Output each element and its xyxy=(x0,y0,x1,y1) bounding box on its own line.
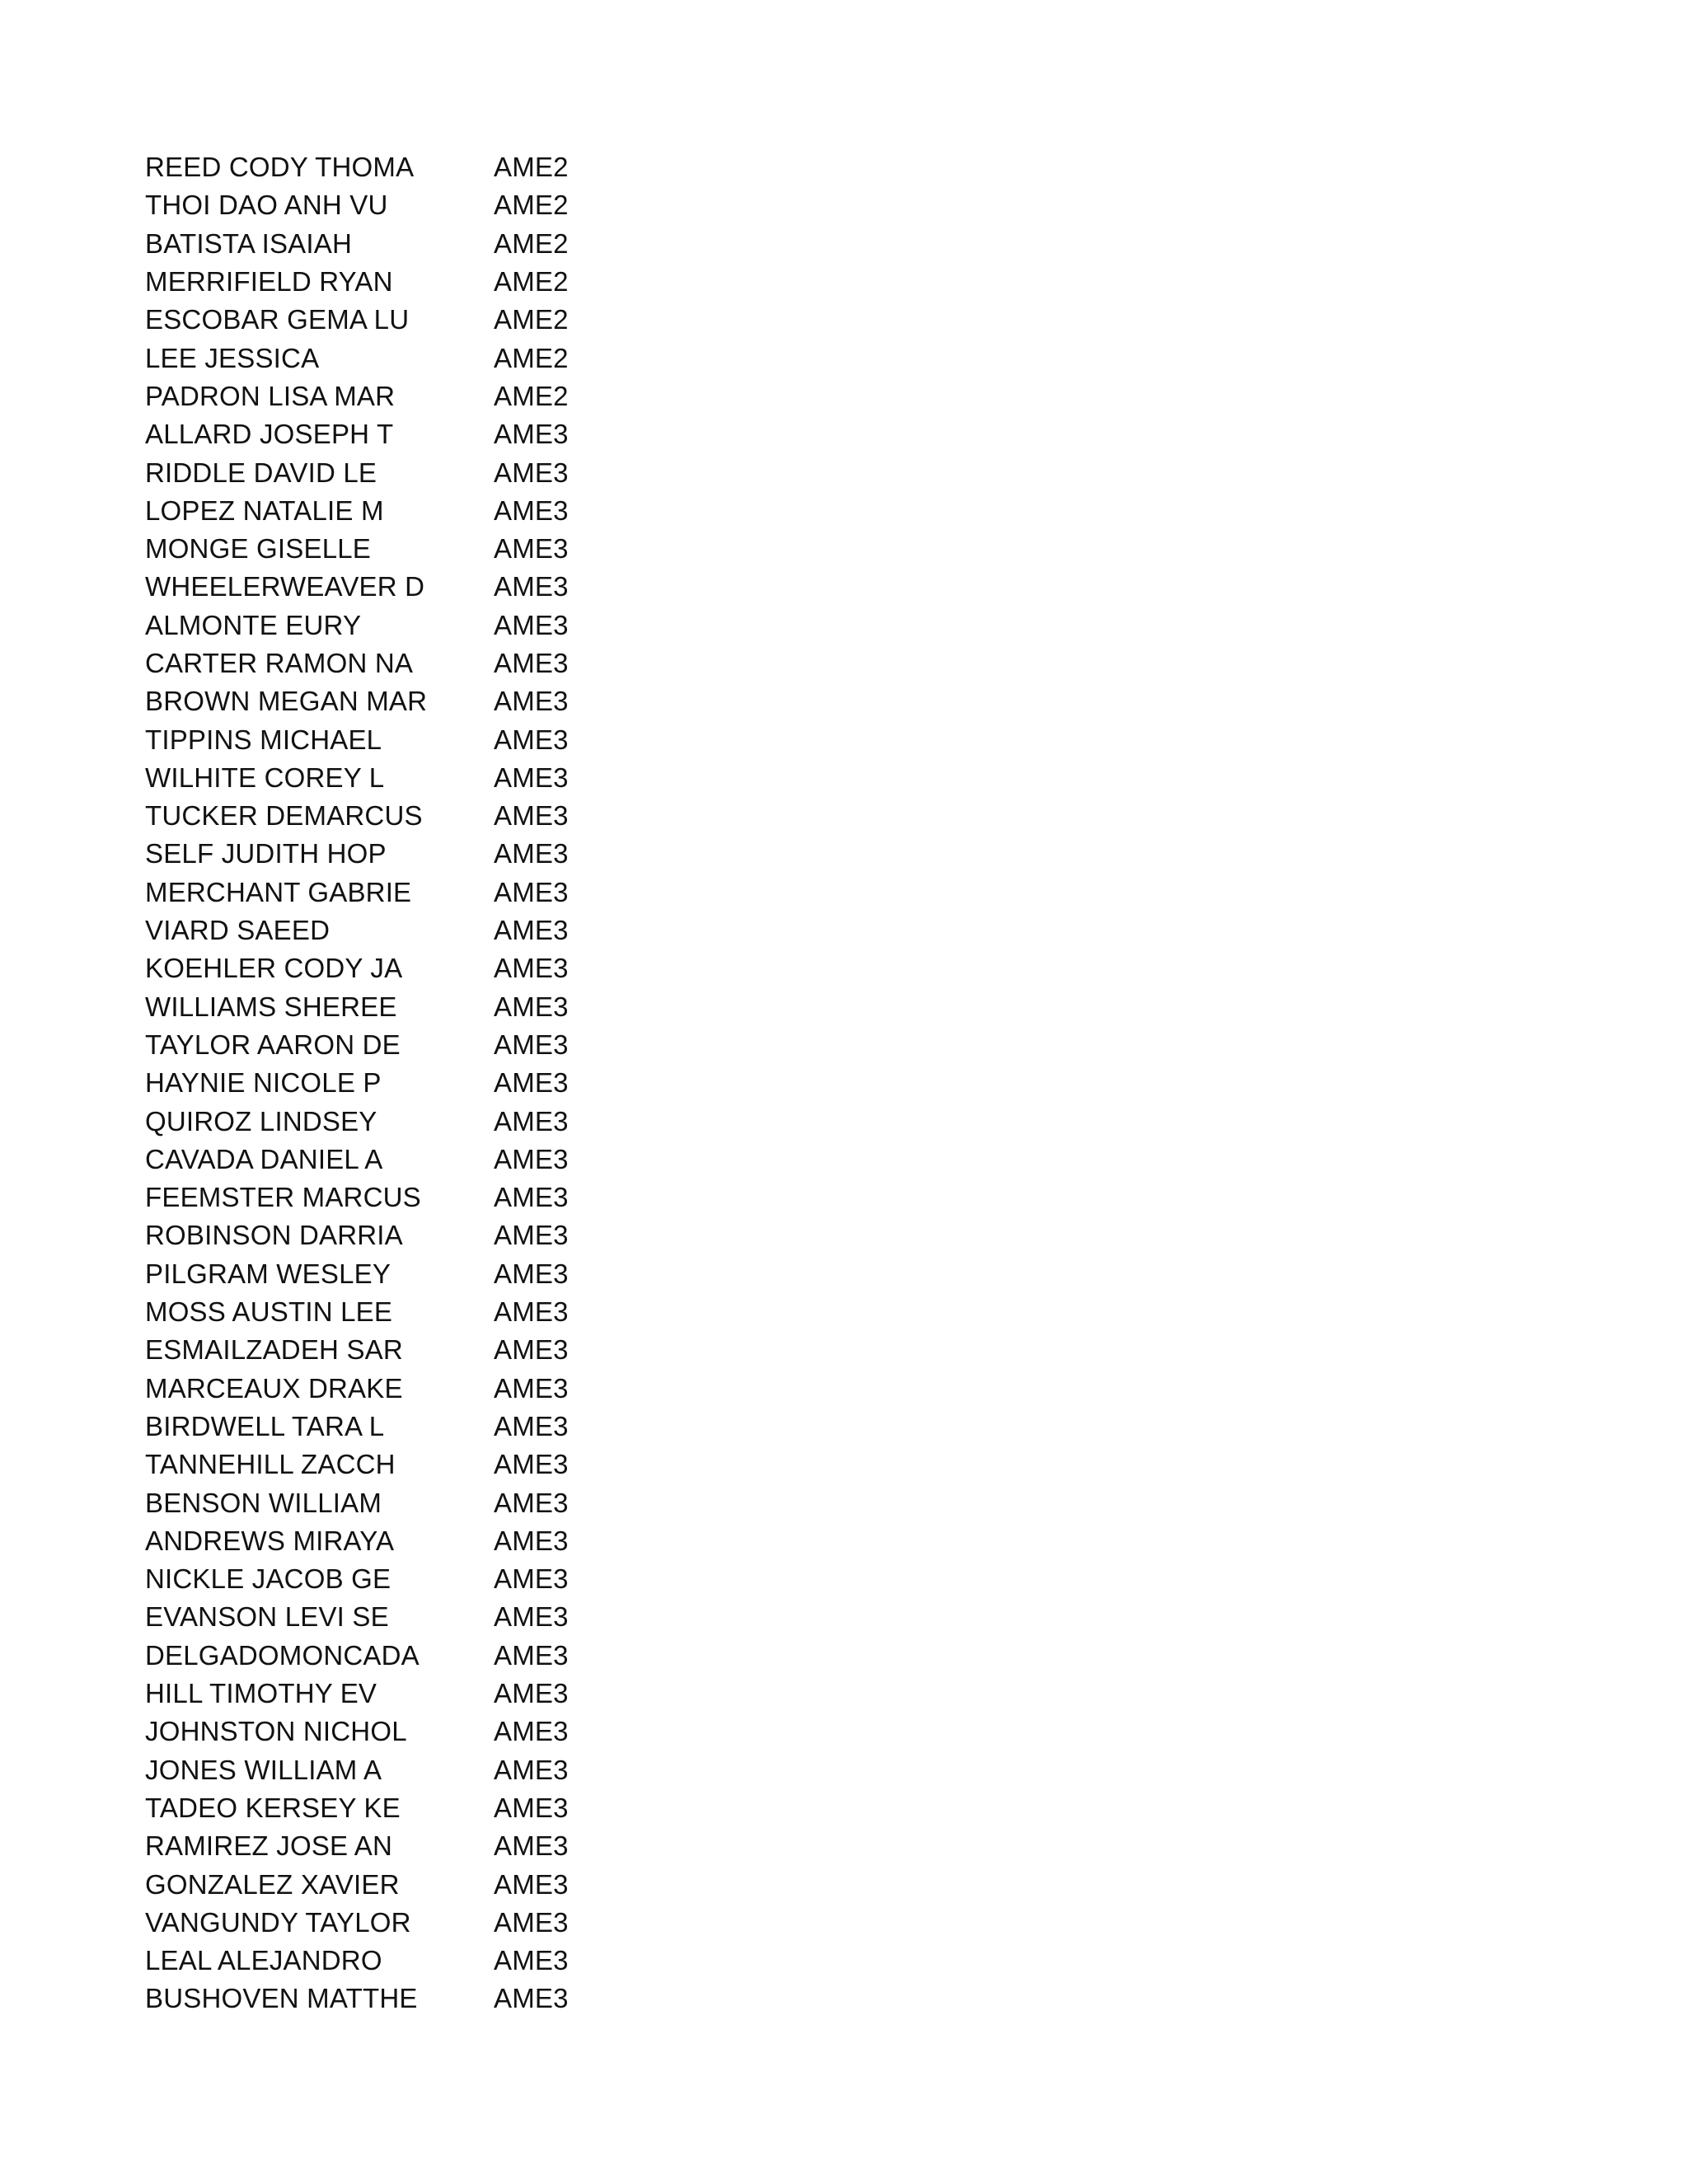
row-name: HILL TIMOTHY EV xyxy=(145,1678,377,1709)
row-name: ESCOBAR GEMA LU xyxy=(145,304,410,335)
row-code: AME3 xyxy=(494,1563,569,1595)
table-row xyxy=(145,1408,640,1446)
row-code: AME3 xyxy=(494,609,569,640)
row-name: ALLARD JOSEPH T xyxy=(145,419,394,450)
row-code: AME3 xyxy=(494,1449,569,1480)
row-name: REED CODY THOMA xyxy=(145,152,415,183)
table-row xyxy=(145,1179,640,1216)
row-code: AME3 xyxy=(494,1678,569,1709)
row-code: AME3 xyxy=(494,1029,569,1060)
row-name: MARCEAUX DRAKE xyxy=(145,1372,403,1404)
table-row xyxy=(145,759,640,797)
row-name: MONGE GISELLE xyxy=(145,533,372,565)
table-row xyxy=(145,1293,640,1331)
table-row xyxy=(145,988,640,1026)
row-code: AME3 xyxy=(494,1716,569,1747)
table-row xyxy=(145,1675,640,1713)
row-code: AME3 xyxy=(494,1334,569,1366)
row-name: TUCKER DEMARCUS xyxy=(145,800,423,832)
table-row xyxy=(145,1216,640,1254)
row-code: AME3 xyxy=(494,1906,569,1938)
row-code: AME3 xyxy=(494,1372,569,1404)
row-name: WHEELERWEAVER D xyxy=(145,571,425,602)
row-name: ALMONTE EURY xyxy=(145,609,362,640)
table-row xyxy=(145,1865,640,1903)
row-name: BIRDWELL TARA L xyxy=(145,1410,385,1441)
row-code: AME2 xyxy=(494,152,569,183)
row-code: AME3 xyxy=(494,571,569,602)
table-row xyxy=(145,301,640,339)
row-code: AME3 xyxy=(494,1945,569,1976)
row-name: MERRIFIELD RYAN xyxy=(145,266,393,298)
row-code: AME2 xyxy=(494,304,569,335)
table-row xyxy=(145,720,640,758)
row-code: AME3 xyxy=(494,1639,569,1671)
table-row xyxy=(145,1064,640,1102)
table-row xyxy=(145,1750,640,1788)
row-code: AME3 xyxy=(494,648,569,678)
row-name: TIPPINS MICHAEL xyxy=(145,724,382,755)
table-row xyxy=(145,607,640,644)
table-row xyxy=(145,492,640,530)
row-code: AME3 xyxy=(494,1601,569,1633)
row-name: LEE JESSICA xyxy=(145,342,320,373)
table-row xyxy=(145,1522,640,1560)
table-row xyxy=(145,568,640,606)
row-name: QUIROZ LINDSEY xyxy=(145,1105,377,1137)
row-name: LEAL ALEJANDRO xyxy=(145,1945,382,1976)
row-name: NICKLE JACOB GE xyxy=(145,1563,392,1595)
row-name: MOSS AUSTIN LEE xyxy=(145,1296,393,1328)
row-name: BUSHOVEN MATTHE xyxy=(145,1983,418,2014)
row-name: BROWN MEGAN MAR xyxy=(145,686,428,717)
row-code: AME3 xyxy=(494,1143,569,1174)
row-name: EVANSON LEVI SE xyxy=(145,1601,389,1633)
row-name: ROBINSON DARRIA xyxy=(145,1220,403,1251)
row-name: MERCHANT GABRIE xyxy=(145,876,412,907)
table-row xyxy=(145,1789,640,1827)
row-name: CARTER RAMON NA xyxy=(145,648,414,678)
table-row xyxy=(145,949,640,987)
row-code: AME3 xyxy=(494,686,569,717)
row-code: AME3 xyxy=(494,1487,569,1518)
row-code: AME3 xyxy=(494,1182,569,1213)
row-code: AME3 xyxy=(494,494,569,526)
row-name: WILHITE COREY L xyxy=(145,762,385,793)
table-row xyxy=(145,339,640,377)
table-row xyxy=(145,1827,640,1865)
table-row xyxy=(145,1637,640,1675)
row-code: AME3 xyxy=(494,533,569,565)
row-code: AME3 xyxy=(494,724,569,755)
row-code: AME3 xyxy=(494,838,569,869)
row-code: AME3 xyxy=(494,1983,569,2014)
row-name: JONES WILLIAM A xyxy=(145,1754,382,1785)
row-name: RAMIREZ JOSE AN xyxy=(145,1830,393,1862)
row-code: AME3 xyxy=(494,1220,569,1251)
row-name: PILGRAM WESLEY xyxy=(145,1258,392,1289)
row-name: BATISTA ISAIAH xyxy=(145,227,352,259)
row-code: AME3 xyxy=(494,1067,569,1099)
table-row xyxy=(145,1370,640,1408)
table-row xyxy=(145,644,640,682)
row-name: VIARD SAEED xyxy=(145,915,331,946)
table-row xyxy=(145,1713,640,1750)
row-code: AME2 xyxy=(494,190,569,221)
row-name: HAYNIE NICOLE P xyxy=(145,1067,382,1099)
row-code: AME3 xyxy=(494,800,569,832)
table-row xyxy=(145,1446,640,1483)
row-name: DELGADOMONCADA xyxy=(145,1639,420,1671)
table-row xyxy=(145,682,640,720)
row-code: AME3 xyxy=(494,1410,569,1441)
row-name: PADRON LISA MAR xyxy=(145,380,396,411)
table-row xyxy=(145,530,640,568)
row-name: TAYLOR AARON DE xyxy=(145,1029,401,1060)
row-name: CAVADA DANIEL A xyxy=(145,1143,383,1174)
table-row xyxy=(145,1483,640,1521)
row-name: TADEO KERSEY KE xyxy=(145,1792,401,1823)
row-name: TANNEHILL ZACCH xyxy=(145,1449,396,1480)
row-code: AME3 xyxy=(494,1830,569,1862)
table-row xyxy=(145,1904,640,1942)
row-name: JOHNSTON NICHOL xyxy=(145,1716,407,1747)
row-code: AME2 xyxy=(494,380,569,411)
table-row xyxy=(145,453,640,491)
row-code: AME3 xyxy=(494,876,569,907)
table-row xyxy=(145,1980,640,2018)
table-row xyxy=(145,1560,640,1598)
table-row xyxy=(145,1942,640,1980)
row-name: WILLIAMS SHEREE xyxy=(145,991,397,1022)
row-name: RIDDLE DAVID LE xyxy=(145,457,377,488)
table-row xyxy=(145,377,640,415)
row-name: LOPEZ NATALIE M xyxy=(145,494,384,526)
row-name: VANGUNDY TAYLOR xyxy=(145,1906,411,1938)
row-code: AME3 xyxy=(494,1296,569,1328)
table-row xyxy=(145,874,640,912)
row-code: AME3 xyxy=(494,991,569,1022)
table-row xyxy=(145,1255,640,1293)
table-row xyxy=(145,1598,640,1636)
table-row xyxy=(145,1141,640,1179)
row-code: AME3 xyxy=(494,953,569,984)
row-code: AME2 xyxy=(494,227,569,259)
row-name: THOI DAO ANH VU xyxy=(145,190,388,221)
row-name: SELF JUDITH HOP xyxy=(145,838,387,869)
table-row xyxy=(145,912,640,949)
row-code: AME2 xyxy=(494,266,569,298)
row-code: AME3 xyxy=(494,419,569,450)
row-name: GONZALEZ XAVIER xyxy=(145,1868,400,1900)
row-code: AME3 xyxy=(494,1525,569,1556)
table-row xyxy=(145,1102,640,1140)
row-code: AME3 xyxy=(494,762,569,793)
row-name: FEEMSTER MARCUS xyxy=(145,1182,421,1213)
table-row xyxy=(145,415,640,453)
row-code: AME3 xyxy=(494,915,569,946)
row-name: BENSON WILLIAM xyxy=(145,1487,382,1518)
row-code: AME3 xyxy=(494,1754,569,1785)
table-row xyxy=(145,797,640,835)
row-code: AME3 xyxy=(494,1258,569,1289)
row-code: AME3 xyxy=(494,1105,569,1137)
table-row xyxy=(145,186,640,224)
table-row xyxy=(145,148,640,186)
row-name: KOEHLER CODY JA xyxy=(145,953,403,984)
row-code: AME2 xyxy=(494,342,569,373)
row-code: AME3 xyxy=(494,1868,569,1900)
table-row xyxy=(145,1331,640,1369)
table-row xyxy=(145,263,640,301)
roster-list xyxy=(145,148,640,2018)
row-name: ESMAILZADEH SAR xyxy=(145,1334,403,1366)
row-code: AME3 xyxy=(494,457,569,488)
row-code: AME3 xyxy=(494,1792,569,1823)
table-row xyxy=(145,835,640,873)
table-row xyxy=(145,225,640,263)
table-row xyxy=(145,1026,640,1064)
row-name: ANDREWS MIRAYA xyxy=(145,1525,395,1556)
